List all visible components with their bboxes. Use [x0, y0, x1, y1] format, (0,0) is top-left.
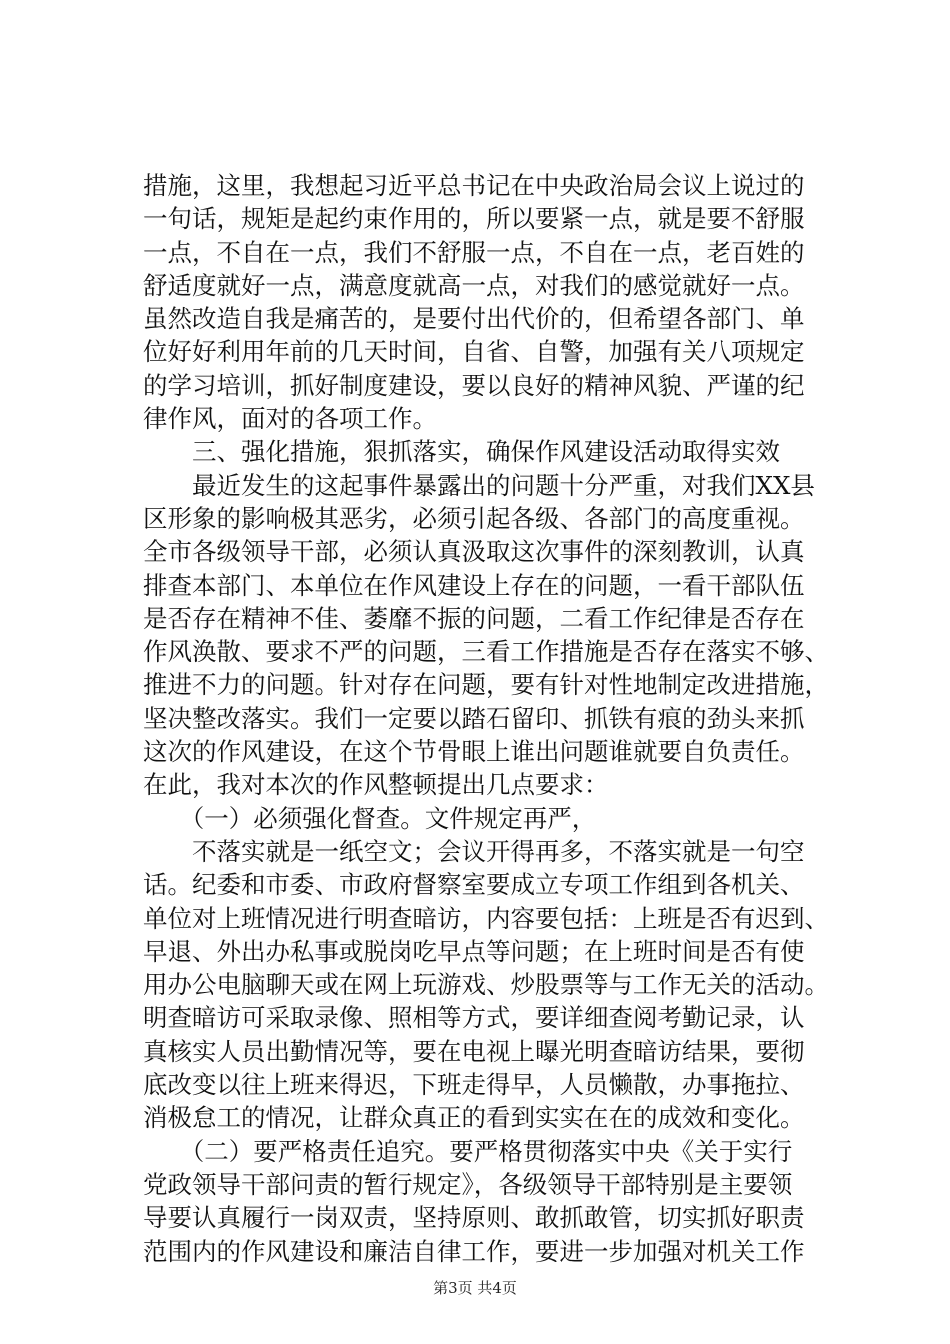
text-line: 的学习培训，抓好制度建设，要以良好的精神风貌、严谨的纪 [143, 370, 805, 400]
text-line: 党政领导干部问责的暂行规定》，各级领导干部特别是主要领 [143, 1169, 793, 1199]
text-line: 不落实就是一纸空文；会议开得再多，不落实就是一句空 [143, 836, 805, 866]
body-text [143, 169, 843, 1268]
text-line: 措施，这里，我想起习近平总书记在中央政治局会议上说过的 [143, 171, 805, 200]
text-line: 这次的作风建设，在这个节骨眼上谁出问题谁就要自负责任。 [143, 737, 805, 767]
text-line: 是否存在精神不佳、萎靡不振的问题，二看工作纪律是否存在 [143, 603, 805, 633]
text-line: 舒适度就好一点，满意度就高一点，对我们的感觉就好一点。 [143, 270, 805, 300]
text-line: 虽然改造自我是痛苦的，是要付出代价的，但希望各部门、单 [143, 304, 805, 334]
text-line: 一点，不自在一点，我们不舒服一点，不自在一点，老百姓的 [143, 237, 805, 267]
text-line: 早退、外出办私事或脱岗吃早点等问题；在上班时间是否有使 [143, 936, 805, 966]
text-line: 底改变以往上班来得迟，下班走得早，人员懒散，办事拖拉、 [143, 1070, 805, 1100]
text-line: 律作风，面对的各项工作。 [143, 404, 437, 434]
text-line: 最近发生的这起事件暴露出的问题十分严重，对我们XX县 [143, 470, 815, 500]
text-line: 单位对上班情况进行明查暗访，内容要包括：上班是否有迟到、 [143, 903, 829, 933]
text-line: 三、强化措施，狠抓落实，确保作风建设活动取得实效 [143, 437, 780, 467]
text-line: 真核实人员出勤情况等，要在电视上曝光明查暗访结果，要彻 [143, 1036, 805, 1066]
text-line: 导要认真履行一岗双责，坚持原则、敢抓敢管，切实抓好职责 [143, 1203, 805, 1233]
text-line: 用办公电脑聊天或在网上玩游戏、炒股票等与工作无关的活动。 [143, 970, 829, 1000]
text-line: 推进不力的问题。针对存在问题，要有针对性地制定改进措施， [143, 670, 829, 700]
text-line: 一句话，规矩是起约束作用的，所以要紧一点，就是要不舒服 [143, 204, 805, 234]
text-line: 在此，我对本次的作风整顿提出几点要求： [143, 770, 609, 800]
text-line: 消极怠工的情况，让群众真正的看到实实在在的成效和变化。 [143, 1103, 805, 1133]
text-line: 全市各级领导干部，必须认真汲取这次事件的深刻教训，认真 [143, 537, 805, 567]
text-line: 区形象的影响极其恶劣，必须引起各级、各部门的高度重视。 [143, 503, 805, 533]
page-footer: 第3页 共4页 [433, 1279, 517, 1297]
text-line: 范围内的作风建设和廉洁自律工作，要进一步加强对机关工作 [143, 1236, 805, 1266]
text-line: 作风涣散、要求不严的问题，三看工作措施是否存在落实不够、 [143, 637, 829, 667]
text-line: 位好好利用年前的几天时间，自省、自警，加强有关八项规定 [143, 337, 805, 367]
text-line: 排查本部门、本单位在作风建设上存在的问题，一看干部队伍 [143, 570, 805, 600]
text-line: 坚决整改落实。我们一定要以踏石留印、抓铁有痕的劲头来抓 [143, 703, 805, 733]
text-line: （二）要严格责任追究。要严格贯彻落实中央《关于实行 [143, 1136, 793, 1166]
text-line: 明查暗访可采取录像、照相等方式，要详细查阅考勤记录，认 [143, 1003, 805, 1033]
text-line: 话。纪委和市委、市政府督察室要成立专项工作组到各机关、 [143, 870, 805, 900]
text-line: （一）必须强化督查。文件规定再严， [143, 803, 597, 833]
